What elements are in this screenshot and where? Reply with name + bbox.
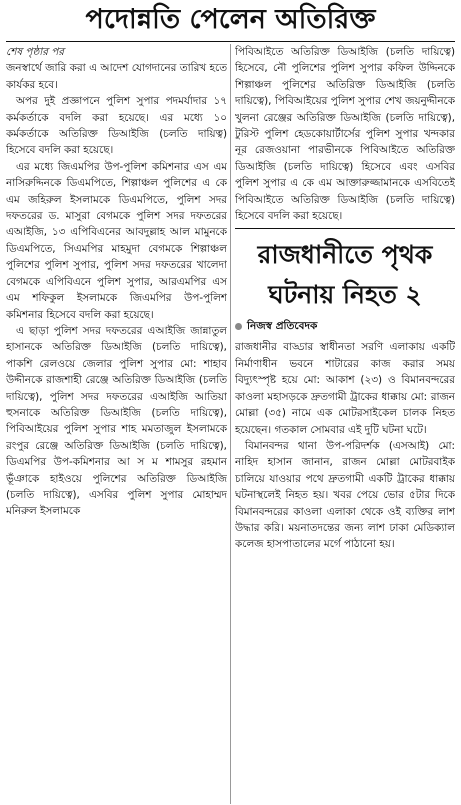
story2-paragraph: রাজধানীর বাড্ডার স্বাধীনতা সরণি এলাকায় একটি নির্মাণাধীন ভবনে শাটারের কাজ করার সময় বিদ্যুৎস্পৃষ্ট হয়ে মো: আকাশ (২৩) ও বিমানবন্দরের কাওলা মহাসড়কে দ্রুতগামী ট্রাকের ধাক্কায় মো: রাজন মোল্লা (৩৫) নামে এক মোটরসাইকেল চালক নিহত হয়েছেন। গতকাল সোমবার এই দুটি ঘটনা ঘটে। [235,341,455,436]
continued-label: শেষ পৃষ্ঠার পর [6,46,65,58]
bullet-icon [235,323,242,330]
article-paragraph: পিবিআইতে অতিরিক্ত ডিআইজি (চলতি দায়িত্বে) হিসেবে, নৌ পুলিশের পুলিশ সুপার কফিল উদ্দিনকে শিল্পাঞ্চল পুলিশের অতিরিক্ত ডিআইজি (চলতি দায়িত্বে), পিবিআইয়ের পুলিশ সুপার শেখ জয়নুদ্দীনকে খুলনা রেঞ্জের অতিরিক্ত ডিআইজি (চলতি দায়িত্বে), টুরিস্ট পুলিশ হেডকোয়ার্টার্সের পুলিশ সুপার খন্দকার নূর রেজওয়ানা পারভীনকে পিবিআইতে অতিরিক্ত ডিআইজি (চলতি দায়িত্বে) হিসেবে এবং এসবির পুলিশ সুপার এ কে এম আক্তারুজ্জামানকে এসবিতেই পিবিআইতে অতিরিক্ত ডিআইজি (চলতি দায়িত্বে) হিসেবে বদলি করা হয়েছে। [235,46,455,223]
column-divider [230,44,231,804]
article-paragraph: অপর দুই প্রজ্ঞাপনে পুলিশ সুপার পদমর্যাদার ১৭ কর্মকর্তাকে বদলি করা হয়েছে। এর মধ্যে ১০ কর্মকর্তাকে অতিরিক্ত ডিআইজি (চলতি দায়িত্ব) হিসেবে বদলি করা হয়েছে। [6,95,227,157]
story2-byline [235,317,455,335]
article-paragraph: এ ছাড়া পুলিশ সদর দফতরের এআইজি জান্নাতুল হাসানকে অতিরিক্ত ডিআইজি (চলতি দায়িত্বে), পাকশি রেলওয়ে জেলার পুলিশ সুপার মো: শাহাব উদ্দীনকে রাজশাহী রেঞ্জে অতিরিক্ত ডিআইজি (চলতি দায়িত্বে), পুলিশ সদর দফতরের এআইজি আতিয়া হুসনাকে অতিরিক্ত ডিআইজি (চলতি দায়িত্বে), পিবিআইয়ের পুলিশ সুপার শাহ মমতাজুল ইসলামকে রংপুর রেঞ্জে অতিরিক্ত ডিআইজি (চলতি দায়িত্বে), ডিএমপির উপ-কমিশনার আ স ম শামসুর রহমান ভূঁঞাকে হাইওয়ে পুলিশের অতিরিক্ত ডিআইজি (চলতি দায়িত্বে), এসবির পুলিশ সুপার মোহাম্মদ মনিরুল ইসলামকে [6,324,227,518]
left-column [6,44,227,804]
story-separator [235,228,455,229]
article-paragraph: জনস্বার্থে জারি করা এ আদেশ যোগদানের তারিখ হতে কার্যকর হবে। [6,62,227,91]
main-headline: পদোন্নতি পেলেন অতিরিক্ত [85,4,376,35]
byline-text: নিজস্ব প্রতিবেদক [247,320,318,333]
story2-headline: রাজধানীতে পৃথক ঘটনায় নিহত ২ [257,240,433,310]
article-paragraph: এর মধ্যে জিএমপির উপ-পুলিশ কমিশনার এস এম নাসিরুদ্দিনকে ডিএমপিতে, শিল্পাঞ্চল পুলিশের এ কে এম জহিরুল ইসলামকে ডিএমপিতে, পুলিশ সদর দফতরের ড. মাসুরা বেগমকে পুলিশ সদর দফতরের এআইজি, ১৩ এপিবিএনের আবদুল্লাহ আল মামুনকে ডিএমপিতে, সিএমপির মাহমুদা বেগমকে শিল্পাঞ্চল পুলিশের পুলিশ সুপার, পুলিশ সদর দফতরের খালেদা বেগমকে এপিবিএনে পুলিশ সুপার, আরএমপির এস এম শফিকুল ইসলামকে জিএমপির উপ-পুলিশ কমিশনার হিসেবে বদলি করা হয়েছে। [6,160,227,321]
story2-paragraph: বিমানবন্দর থানা উপ-পরিদর্শক (এসআই) মো: নাহিদ হাসান জানান, রাজন মোল্লা মোটরবাইক চালিয়ে যাওয়ার পথে দ্রুতগামী একটি ট্রাকের ধাক্কায় ঘটনাস্থলেই নিহত হয়। খবর পেয়ে ভোর ৫টার দিকে বিমানবন্দরের কাওলা এলাকা থেকে ওই ব্যক্তির লাশ উদ্ধার করি। ময়নাতদন্তের জন্য লাশ ঢাকা মেডিক্যাল কলেজ হাসপাতালের মর্গে পাঠানো হয়। [235,439,455,551]
headline-rule [6,41,455,42]
right-column [235,44,455,804]
